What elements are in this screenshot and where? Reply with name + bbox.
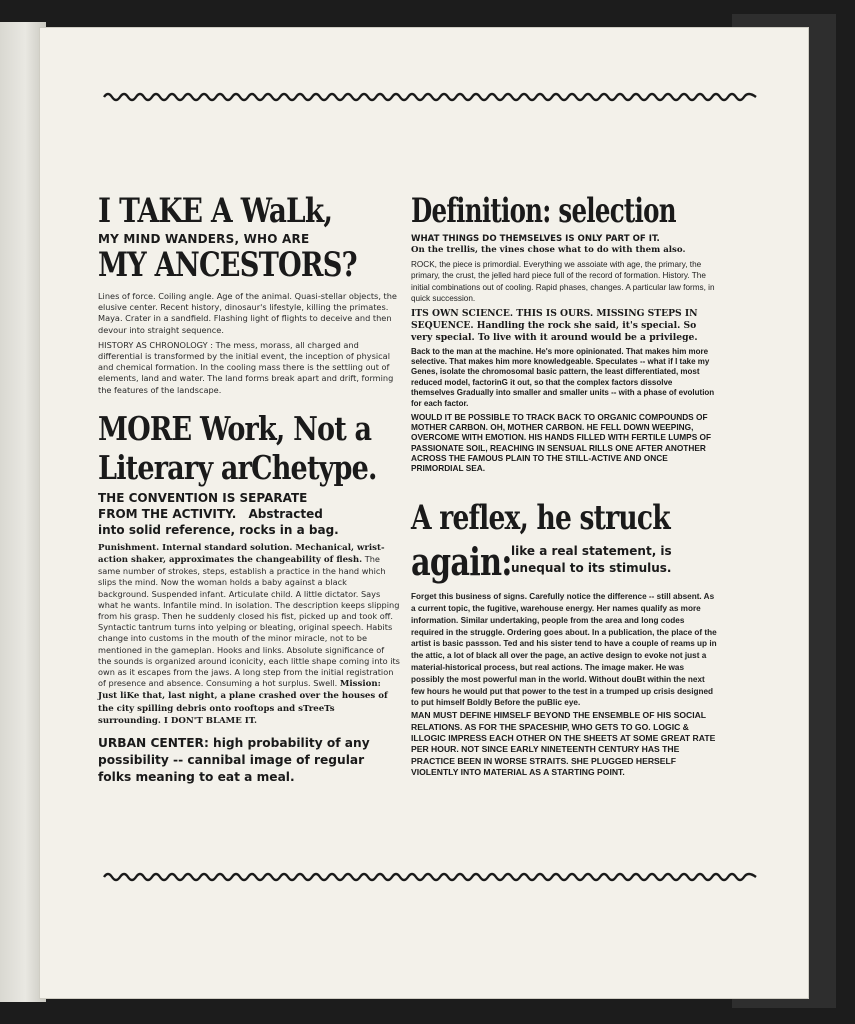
headline-definition-selection: Definition: selection bbox=[411, 191, 676, 231]
paragraph-rock: ROCK, the piece is primordial. Everything we assoiate with age, the primary, the primary, the crust, the jelled hard piece full of the record of formation. History. The initial combinations out of cooling. Rapid phases, changes. A particular law forms, in quick succession. bbox=[411, 260, 715, 304]
subhead-convention-caps-1: THE CONVENTION IS SEPARATE bbox=[98, 490, 308, 505]
decorative-border-top bbox=[102, 90, 758, 104]
decorative-border-bottom bbox=[102, 870, 758, 884]
headline-reflex: A reflex, he struck bbox=[411, 498, 670, 539]
headline-again: again: bbox=[411, 539, 512, 585]
paragraph-urban-center: URBAN CENTER: high probability of any possibility -- cannibal image of regular folks meaning to eat a meal. bbox=[98, 736, 370, 785]
subhead-mind-wanders: MY MIND WANDERS, WHO ARE bbox=[98, 232, 310, 246]
headline-literary-archetype: Literary arChetype. bbox=[98, 447, 377, 487]
left-column bbox=[98, 191, 433, 798]
subhead-real-statement: like a real statement, is unequal to its stimulus. bbox=[511, 544, 672, 576]
paragraph-lines-of-force: Lines of force. Coiling angle. Age of the animal. Quasi-stellar objects, the elusive center. Recent history, dinosaur's lifestyle, killing the primates. Maya. Crater in a sandfield. Flashing light of flights to deceive and then devour into straight sequence. bbox=[98, 291, 397, 335]
paragraph-history-chronology: HISTORY AS CHRONOLOGY : The mess, morass, all charged and differential is transformed by the initial event, the inception of physical and chemical formation. In the cooling mass there is the settling out of elements, land and water. The land forms break apart and drift, forming the features of the landscape. bbox=[98, 339, 394, 395]
paragraph-back-to-the-man: Back to the man at the machine. He's more opinionated. That makes him more selective. That makes him more knowledgeable. Speculates -- what if I take my Genes, isolate the chromosomal basic pattern, the least differentiated, most reduced model, factorinG it out, so that the complex factors dissolve themselves Gradually into smaller and smaller units -- with a phase of evolution for each factor. bbox=[411, 346, 715, 408]
subhead-convention-caps-2: FROM THE ACTIVITY. bbox=[98, 506, 237, 521]
paragraph-mission: Mission: Just liKe that, last night, a plane crashed over the houses of the city spilling debris onto rooftops and sTreeTs surrounding. I DON'T BLAME IT. bbox=[98, 679, 388, 726]
paragraph-punishment-light: The same number of strokes, steps, establish a practice in the hand which slips the mind. Now the woman holds a baby against a black background. Suspended infant. Articulate child. A little dictator. Says what he wants. Infantile mind. In isolation. The description keeps slipping from his grasp. Then he suddenly closed his fist, picked up and took off. Syntactic tantrum turns into yelping or bleating, original speech. Habits change into customs in the mouth of the minor miracle, not to be mentioned in the gameplan. Hooks and links. Absolute significance of the sounds is organized around iconicity, each little shape coming into its own as it escapes from the jaws. A long step from the initial registration of presence and absence. Consuming a hot surplus. Swell. bbox=[98, 554, 400, 689]
paragraph-mother-carbon: WOULD IT BE POSSIBLE TO TRACK BACK TO ORGANIC COMPOUNDS OF MOTHER CARBON. OH, MOTHER CARBON. HE FELL DOWN WEEPING, OVERCOME WITH EMOTION. HIS HANDS FILLED WITH FERTILE LUMPS OF PASSIONATE SOIL, REACHING IN SENSUAL RILLS ONE AFTER ANOTHER ACROSS THE FAMOUS PLAIN TO THE STILL-ACTIVE AND ONCE PRIMORDIAL SEA. bbox=[411, 412, 712, 474]
subhead-trellis: On the trellis, the vines chose what to do with them also. bbox=[411, 245, 686, 255]
subhead-abstracted: Abstracted bbox=[248, 506, 323, 521]
paragraph-punishment bbox=[98, 542, 400, 727]
subhead-solid-reference: into solid reference, rocks in a bag. bbox=[98, 522, 339, 537]
paragraph-own-science: ITS OWN SCIENCE. THIS IS OURS. MISSING STEPS IN SEQUENCE. Handling the rock she said, it's special. So very special. To live with it around would be a privilege. bbox=[411, 307, 698, 343]
paragraph-man-must-define: MAN MUST DEFINE HIMSELF BEYOND THE ENSEMBLE OF HIS SOCIAL RELATIONS. AS FOR THE SPACESHIP, WHO GETS TO GO. LOGIC & ILLOGIC IMPRESS EACH OTHER ON THE SHEETS AT SOME GREAT RATE PER HOUR. NOT SINCE EARLY NINETEENTH CENTURY HAS THE PRACTICE BEEN IN WORSE STRAITS. SHE PLUGGED HERSELF VIOLENTLY INTO MATERIAL AS A STARTING POINT. bbox=[411, 710, 716, 778]
headline-take-a-walk: I TAKE A WaLk, bbox=[98, 191, 333, 231]
paragraph-punishment-bold: Punishment. Internal standard solution. Mechanical, wrist-action shaker, approximates the changeability of flesh. bbox=[98, 542, 385, 566]
subhead-convention bbox=[98, 490, 400, 538]
right-column bbox=[411, 191, 717, 779]
paragraph-forget-signs: Forget this business of signs. Carefully notice the difference -- still absent. As a current topic, the fugitive, warehouse energy. Her names qualify as more information. Similar undertaking, people from the area and long codes required in the struggle. Ordering goes about. In a publication, the place of the artist is basic passson. Ted and his sister tend to have a couple of reams up in the attic, a lot of black all over the page, an active design to evoke not just a material-historical process, but real actions. The image maker. He was possibly the most powerful man in the world. Without douBt within the next few hours he would put that power to the test in a trumped up crisis designed to put himself Boldly Before the puBlic eye. bbox=[411, 592, 717, 708]
headline-more-work: MORE Work, Not a bbox=[98, 408, 372, 448]
book-page bbox=[40, 28, 808, 998]
subhead-what-things: WHAT THINGS DO THEMSELVES IS ONLY PART OF IT. bbox=[411, 234, 660, 244]
headline-again-row bbox=[411, 539, 717, 585]
headline-ancestors: MY ANCESTORS? bbox=[98, 245, 357, 285]
